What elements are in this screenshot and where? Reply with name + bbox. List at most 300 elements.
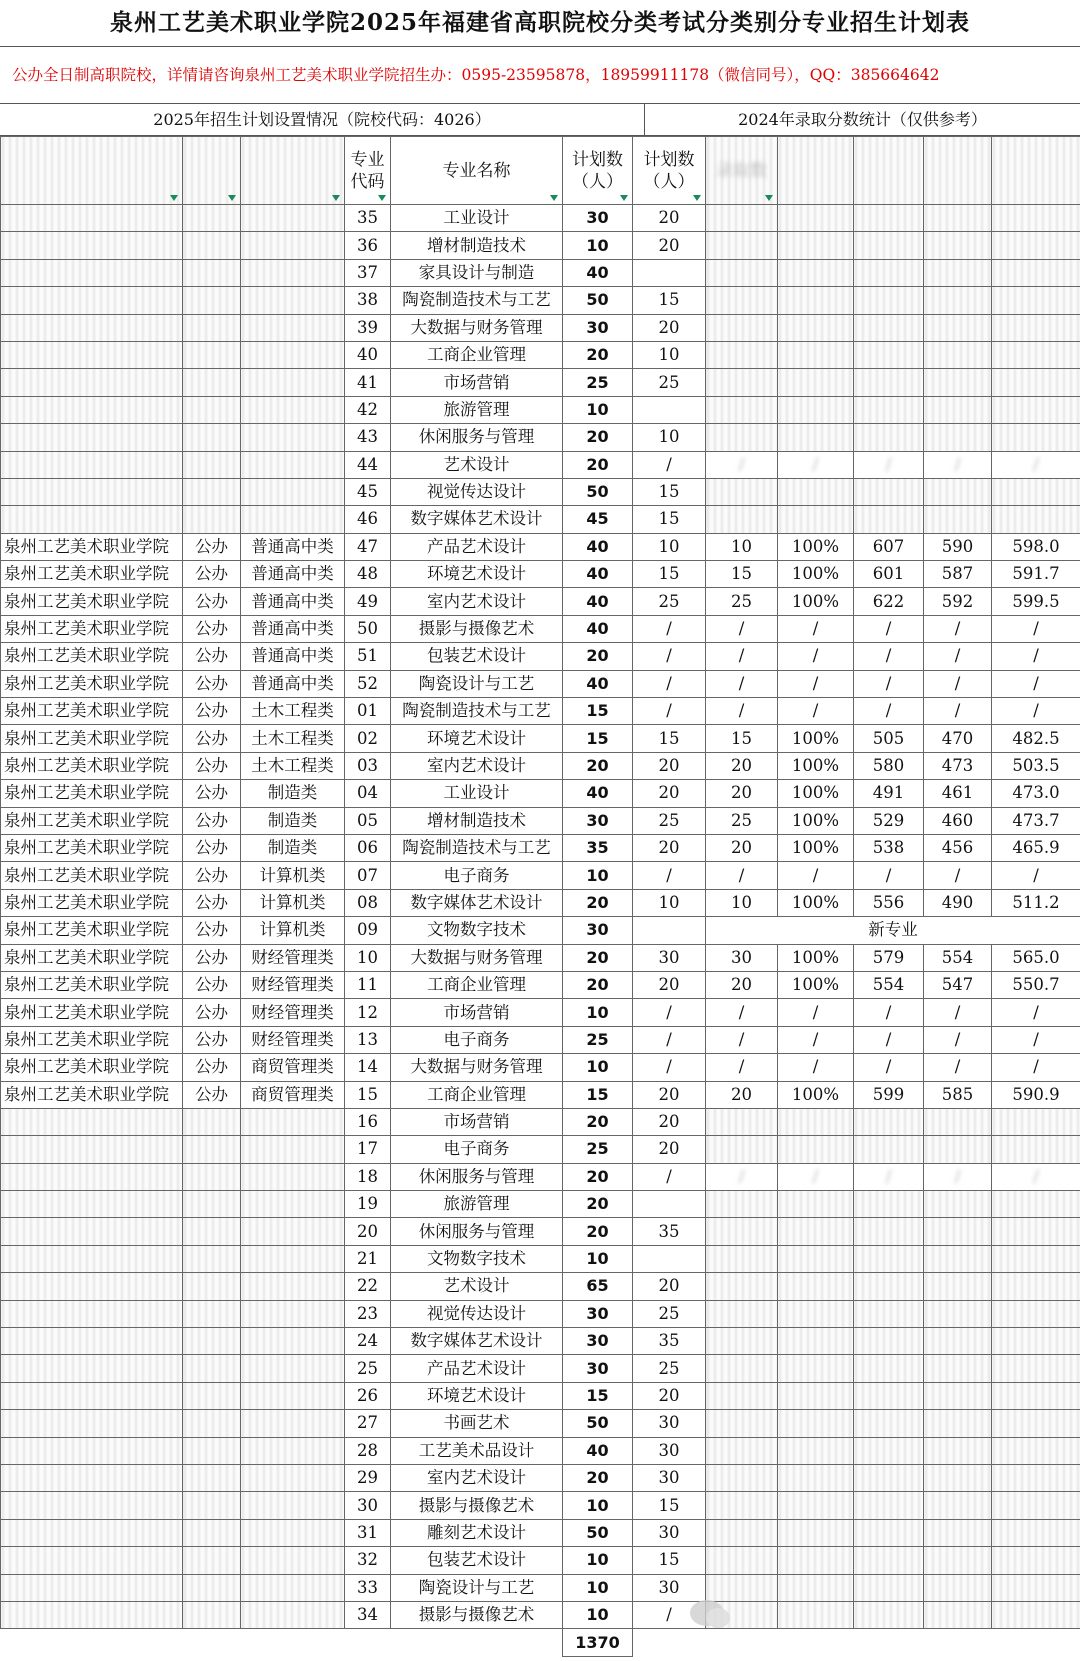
- plan-cell[interactable]: 45: [563, 506, 633, 533]
- plan-cell[interactable]: 10: [563, 999, 633, 1026]
- major-name-cell[interactable]: 环境艺术设计: [391, 725, 563, 752]
- plan-cell[interactable]: 40: [563, 780, 633, 807]
- max-score-cell[interactable]: 622: [854, 588, 924, 615]
- admitted-cell[interactable]: 20: [706, 780, 778, 807]
- max-score-cell[interactable]: /: [854, 670, 924, 697]
- avg-score-cell[interactable]: 473.0: [992, 780, 1080, 807]
- type-cell[interactable]: [183, 1547, 241, 1574]
- code-cell[interactable]: 30: [345, 1492, 391, 1519]
- school-cell[interactable]: [1, 1574, 183, 1601]
- max-score-cell[interactable]: 599: [854, 1081, 924, 1108]
- major-name-cell[interactable]: 市场营销: [391, 369, 563, 396]
- code-cell[interactable]: 42: [345, 396, 391, 423]
- type-cell[interactable]: [183, 1273, 241, 1300]
- filter-arrow-icon[interactable]: [693, 195, 701, 201]
- plan-2024-cell[interactable]: /: [633, 1163, 706, 1190]
- avg-score-cell[interactable]: /: [992, 1054, 1080, 1081]
- school-cell[interactable]: 泉州工艺美术职业学院: [1, 944, 183, 971]
- min-score-cell[interactable]: /: [924, 670, 992, 697]
- rate-cell[interactable]: 100%: [778, 561, 854, 588]
- type-cell[interactable]: 公办: [183, 615, 241, 642]
- type-cell[interactable]: [183, 396, 241, 423]
- max-score-cell[interactable]: /: [854, 862, 924, 889]
- major-name-cell[interactable]: 电子商务: [391, 862, 563, 889]
- filter-arrow-icon[interactable]: [620, 195, 628, 201]
- category-cell[interactable]: [241, 369, 345, 396]
- plan-2024-cell[interactable]: /: [633, 999, 706, 1026]
- category-cell[interactable]: [241, 1437, 345, 1464]
- admitted-cell[interactable]: [706, 314, 778, 341]
- admitted-cell[interactable]: 25: [706, 807, 778, 834]
- admitted-cell[interactable]: [706, 396, 778, 423]
- max-score-cell[interactable]: [854, 341, 924, 368]
- plan-2024-cell[interactable]: 20: [633, 1108, 706, 1135]
- major-name-cell[interactable]: 摄影与摄像艺术: [391, 1492, 563, 1519]
- type-cell[interactable]: [183, 259, 241, 286]
- rate-cell[interactable]: [778, 1245, 854, 1272]
- school-cell[interactable]: [1, 424, 183, 451]
- plan-cell[interactable]: 25: [563, 1026, 633, 1053]
- min-score-cell[interactable]: 592: [924, 588, 992, 615]
- code-cell[interactable]: 41: [345, 369, 391, 396]
- category-cell[interactable]: [241, 451, 345, 478]
- school-cell[interactable]: [1, 1108, 183, 1135]
- code-cell[interactable]: 14: [345, 1054, 391, 1081]
- rate-cell[interactable]: 100%: [778, 752, 854, 779]
- rate-cell[interactable]: 100%: [778, 725, 854, 752]
- type-cell[interactable]: 公办: [183, 643, 241, 670]
- school-cell[interactable]: 泉州工艺美术职业学院: [1, 643, 183, 670]
- category-cell[interactable]: 土木工程类: [241, 752, 345, 779]
- category-cell[interactable]: 土木工程类: [241, 698, 345, 725]
- plan-cell[interactable]: 10: [563, 862, 633, 889]
- avg-score-cell[interactable]: /: [992, 670, 1080, 697]
- type-cell[interactable]: [183, 1519, 241, 1546]
- plan-cell[interactable]: 25: [563, 369, 633, 396]
- school-cell[interactable]: [1, 341, 183, 368]
- type-cell[interactable]: 公办: [183, 780, 241, 807]
- type-cell[interactable]: [183, 1108, 241, 1135]
- code-cell[interactable]: 08: [345, 889, 391, 916]
- category-cell[interactable]: [241, 341, 345, 368]
- admitted-cell[interactable]: [706, 506, 778, 533]
- admitted-cell[interactable]: 15: [706, 561, 778, 588]
- max-score-cell[interactable]: [854, 1492, 924, 1519]
- plan-cell[interactable]: 40: [563, 670, 633, 697]
- header-rate[interactable]: [778, 137, 854, 205]
- avg-score-cell[interactable]: [992, 1464, 1080, 1491]
- category-cell[interactable]: [241, 1328, 345, 1355]
- admitted-cell[interactable]: [706, 259, 778, 286]
- type-cell[interactable]: [183, 1328, 241, 1355]
- rate-cell[interactable]: [778, 396, 854, 423]
- category-cell[interactable]: 计算机类: [241, 862, 345, 889]
- admitted-cell[interactable]: [706, 1410, 778, 1437]
- plan-2024-cell[interactable]: 20: [633, 314, 706, 341]
- type-cell[interactable]: [183, 1492, 241, 1519]
- avg-score-cell[interactable]: [992, 396, 1080, 423]
- code-cell[interactable]: 26: [345, 1382, 391, 1409]
- avg-score-cell[interactable]: [992, 1328, 1080, 1355]
- school-cell[interactable]: 泉州工艺美术职业学院: [1, 834, 183, 861]
- avg-score-cell[interactable]: [992, 478, 1080, 505]
- max-score-cell[interactable]: 601: [854, 561, 924, 588]
- major-name-cell[interactable]: 室内艺术设计: [391, 1464, 563, 1491]
- code-cell[interactable]: 35: [345, 205, 391, 232]
- plan-cell[interactable]: 15: [563, 1382, 633, 1409]
- major-name-cell[interactable]: 艺术设计: [391, 1273, 563, 1300]
- rate-cell[interactable]: /: [778, 643, 854, 670]
- code-cell[interactable]: 32: [345, 1547, 391, 1574]
- type-cell[interactable]: [183, 1355, 241, 1382]
- code-cell[interactable]: 01: [345, 698, 391, 725]
- plan-2024-cell[interactable]: 25: [633, 807, 706, 834]
- plan-cell[interactable]: 20: [563, 752, 633, 779]
- code-cell[interactable]: 15: [345, 1081, 391, 1108]
- category-cell[interactable]: [241, 1355, 345, 1382]
- major-name-cell[interactable]: 电子商务: [391, 1136, 563, 1163]
- school-cell[interactable]: [1, 1163, 183, 1190]
- type-cell[interactable]: [183, 341, 241, 368]
- plan-2024-cell[interactable]: 20: [633, 232, 706, 259]
- plan-2024-cell[interactable]: /: [633, 1026, 706, 1053]
- plan-cell[interactable]: 20: [563, 1218, 633, 1245]
- avg-score-cell[interactable]: [992, 1355, 1080, 1382]
- plan-2024-cell[interactable]: 10: [633, 424, 706, 451]
- type-cell[interactable]: 公办: [183, 1081, 241, 1108]
- school-cell[interactable]: [1, 1191, 183, 1218]
- rate-cell[interactable]: [778, 1108, 854, 1135]
- avg-score-cell[interactable]: [992, 1519, 1080, 1546]
- header-school[interactable]: [1, 137, 183, 205]
- rate-cell[interactable]: [778, 1355, 854, 1382]
- major-name-cell[interactable]: 大数据与财务管理: [391, 1054, 563, 1081]
- school-cell[interactable]: [1, 1601, 183, 1628]
- admitted-cell[interactable]: [706, 341, 778, 368]
- code-cell[interactable]: 51: [345, 643, 391, 670]
- major-name-cell[interactable]: 工业设计: [391, 205, 563, 232]
- major-name-cell[interactable]: 数字媒体艺术设计: [391, 1328, 563, 1355]
- type-cell[interactable]: [183, 1382, 241, 1409]
- major-name-cell[interactable]: 增材制造技术: [391, 807, 563, 834]
- category-cell[interactable]: 普通高中类: [241, 670, 345, 697]
- rate-cell[interactable]: 100%: [778, 944, 854, 971]
- admitted-cell[interactable]: 30: [706, 944, 778, 971]
- plan-2024-cell[interactable]: /: [633, 451, 706, 478]
- code-cell[interactable]: 09: [345, 917, 391, 944]
- code-cell[interactable]: 19: [345, 1191, 391, 1218]
- max-score-cell[interactable]: [854, 1464, 924, 1491]
- rate-cell[interactable]: [778, 259, 854, 286]
- min-score-cell[interactable]: [924, 1245, 992, 1272]
- plan-2024-cell[interactable]: /: [633, 670, 706, 697]
- filter-arrow-icon[interactable]: [378, 195, 386, 201]
- admitted-cell[interactable]: [706, 1574, 778, 1601]
- code-cell[interactable]: 27: [345, 1410, 391, 1437]
- max-score-cell[interactable]: /: [854, 1026, 924, 1053]
- type-cell[interactable]: 公办: [183, 862, 241, 889]
- min-score-cell[interactable]: [924, 1136, 992, 1163]
- type-cell[interactable]: 公办: [183, 999, 241, 1026]
- category-cell[interactable]: 普通高中类: [241, 533, 345, 560]
- rate-cell[interactable]: 100%: [778, 588, 854, 615]
- code-cell[interactable]: 11: [345, 971, 391, 998]
- plan-cell[interactable]: 20: [563, 341, 633, 368]
- school-cell[interactable]: [1, 205, 183, 232]
- category-cell[interactable]: [241, 232, 345, 259]
- min-score-cell[interactable]: [924, 1519, 992, 1546]
- max-score-cell[interactable]: [854, 1300, 924, 1327]
- major-name-cell[interactable]: 家具设计与制造: [391, 259, 563, 286]
- min-score-cell[interactable]: [924, 1273, 992, 1300]
- admitted-cell[interactable]: 20: [706, 971, 778, 998]
- plan-cell[interactable]: 10: [563, 1492, 633, 1519]
- header-plan[interactable]: 计划数（人）: [563, 137, 633, 205]
- rate-cell[interactable]: [778, 1136, 854, 1163]
- major-name-cell[interactable]: 室内艺术设计: [391, 752, 563, 779]
- school-cell[interactable]: [1, 1328, 183, 1355]
- major-name-cell[interactable]: 工艺美术品设计: [391, 1437, 563, 1464]
- type-cell[interactable]: 公办: [183, 533, 241, 560]
- avg-score-cell[interactable]: [992, 341, 1080, 368]
- school-cell[interactable]: [1, 1519, 183, 1546]
- type-cell[interactable]: [183, 314, 241, 341]
- rate-cell[interactable]: /: [778, 670, 854, 697]
- plan-cell[interactable]: 25: [563, 1136, 633, 1163]
- plan-cell[interactable]: 10: [563, 1601, 633, 1628]
- plan-2024-cell[interactable]: 15: [633, 506, 706, 533]
- rate-cell[interactable]: [778, 1382, 854, 1409]
- school-cell[interactable]: [1, 451, 183, 478]
- category-cell[interactable]: [241, 1519, 345, 1546]
- major-name-cell[interactable]: 工商企业管理: [391, 1081, 563, 1108]
- plan-2024-cell[interactable]: [633, 1245, 706, 1272]
- max-score-cell[interactable]: [854, 287, 924, 314]
- plan-cell[interactable]: 35: [563, 834, 633, 861]
- admitted-cell[interactable]: /: [706, 615, 778, 642]
- rate-cell[interactable]: [778, 232, 854, 259]
- type-cell[interactable]: 公办: [183, 971, 241, 998]
- code-cell[interactable]: 22: [345, 1273, 391, 1300]
- plan-2024-cell[interactable]: 20: [633, 1136, 706, 1163]
- category-cell[interactable]: 普通高中类: [241, 643, 345, 670]
- max-score-cell[interactable]: [854, 232, 924, 259]
- max-score-cell[interactable]: 529: [854, 807, 924, 834]
- school-cell[interactable]: 泉州工艺美术职业学院: [1, 999, 183, 1026]
- major-name-cell[interactable]: 文物数字技术: [391, 1245, 563, 1272]
- plan-2024-cell[interactable]: 20: [633, 1273, 706, 1300]
- category-cell[interactable]: [241, 205, 345, 232]
- type-cell[interactable]: 公办: [183, 807, 241, 834]
- max-score-cell[interactable]: [854, 478, 924, 505]
- category-cell[interactable]: [241, 1218, 345, 1245]
- plan-2024-cell[interactable]: /: [633, 862, 706, 889]
- filter-arrow-icon[interactable]: [170, 195, 178, 201]
- school-cell[interactable]: 泉州工艺美术职业学院: [1, 807, 183, 834]
- plan-2024-cell[interactable]: 30: [633, 1410, 706, 1437]
- code-cell[interactable]: 06: [345, 834, 391, 861]
- plan-cell[interactable]: 20: [563, 451, 633, 478]
- min-score-cell[interactable]: /: [924, 1026, 992, 1053]
- min-score-cell[interactable]: 460: [924, 807, 992, 834]
- code-cell[interactable]: 38: [345, 287, 391, 314]
- rate-cell[interactable]: [778, 1547, 854, 1574]
- school-cell[interactable]: 泉州工艺美术职业学院: [1, 615, 183, 642]
- plan-cell[interactable]: 15: [563, 698, 633, 725]
- max-score-cell[interactable]: [854, 1355, 924, 1382]
- category-cell[interactable]: 财经管理类: [241, 971, 345, 998]
- plan-cell[interactable]: 20: [563, 944, 633, 971]
- major-name-cell[interactable]: 产品艺术设计: [391, 533, 563, 560]
- plan-cell[interactable]: 10: [563, 396, 633, 423]
- code-cell[interactable]: 21: [345, 1245, 391, 1272]
- code-cell[interactable]: 40: [345, 341, 391, 368]
- plan-2024-cell[interactable]: 30: [633, 1574, 706, 1601]
- major-name-cell[interactable]: 产品艺术设计: [391, 1355, 563, 1382]
- code-cell[interactable]: 39: [345, 314, 391, 341]
- plan-cell[interactable]: 20: [563, 1464, 633, 1491]
- type-cell[interactable]: 公办: [183, 944, 241, 971]
- rate-cell[interactable]: [778, 341, 854, 368]
- rate-cell[interactable]: 100%: [778, 889, 854, 916]
- plan-cell[interactable]: 20: [563, 971, 633, 998]
- plan-2024-cell[interactable]: 15: [633, 1547, 706, 1574]
- avg-score-cell[interactable]: [992, 259, 1080, 286]
- avg-score-cell[interactable]: 482.5: [992, 725, 1080, 752]
- plan-cell[interactable]: 30: [563, 1328, 633, 1355]
- plan-cell[interactable]: 40: [563, 615, 633, 642]
- max-score-cell[interactable]: [854, 1410, 924, 1437]
- school-cell[interactable]: [1, 287, 183, 314]
- min-score-cell[interactable]: /: [924, 862, 992, 889]
- school-cell[interactable]: [1, 1492, 183, 1519]
- type-cell[interactable]: [183, 1245, 241, 1272]
- plan-cell[interactable]: 30: [563, 314, 633, 341]
- type-cell[interactable]: [183, 506, 241, 533]
- school-cell[interactable]: [1, 314, 183, 341]
- max-score-cell[interactable]: 607: [854, 533, 924, 560]
- admitted-cell[interactable]: [706, 1492, 778, 1519]
- avg-score-cell[interactable]: [992, 506, 1080, 533]
- school-cell[interactable]: 泉州工艺美术职业学院: [1, 862, 183, 889]
- plan-cell[interactable]: 40: [563, 588, 633, 615]
- avg-score-cell[interactable]: [992, 1136, 1080, 1163]
- min-score-cell[interactable]: 473: [924, 752, 992, 779]
- code-cell[interactable]: 36: [345, 232, 391, 259]
- avg-score-cell[interactable]: /: [992, 1163, 1080, 1190]
- avg-score-cell[interactable]: [992, 1437, 1080, 1464]
- avg-score-cell[interactable]: 590.9: [992, 1081, 1080, 1108]
- avg-score-cell[interactable]: [992, 1547, 1080, 1574]
- avg-score-cell[interactable]: /: [992, 451, 1080, 478]
- avg-score-cell[interactable]: /: [992, 698, 1080, 725]
- rate-cell[interactable]: [778, 1601, 854, 1628]
- max-score-cell[interactable]: [854, 259, 924, 286]
- header-min[interactable]: [924, 137, 992, 205]
- header-max[interactable]: [854, 137, 924, 205]
- min-score-cell[interactable]: 554: [924, 944, 992, 971]
- avg-score-cell[interactable]: [992, 1273, 1080, 1300]
- school-cell[interactable]: 泉州工艺美术职业学院: [1, 752, 183, 779]
- plan-2024-cell[interactable]: 25: [633, 588, 706, 615]
- min-score-cell[interactable]: [924, 1108, 992, 1135]
- major-name-cell[interactable]: 市场营销: [391, 1108, 563, 1135]
- category-cell[interactable]: [241, 1492, 345, 1519]
- avg-score-cell[interactable]: [992, 1191, 1080, 1218]
- school-cell[interactable]: 泉州工艺美术职业学院: [1, 698, 183, 725]
- plan-cell[interactable]: 50: [563, 287, 633, 314]
- major-name-cell[interactable]: 陶瓷制造技术与工艺: [391, 287, 563, 314]
- avg-score-cell[interactable]: [992, 1492, 1080, 1519]
- max-score-cell[interactable]: 538: [854, 834, 924, 861]
- type-cell[interactable]: 公办: [183, 698, 241, 725]
- admitted-cell[interactable]: [706, 1245, 778, 1272]
- header-plan-2024[interactable]: 计划数（人）: [633, 137, 706, 205]
- min-score-cell[interactable]: [924, 1437, 992, 1464]
- rate-cell[interactable]: /: [778, 1054, 854, 1081]
- rate-cell[interactable]: [778, 478, 854, 505]
- header-admitted[interactable]: 录取数: [706, 137, 778, 205]
- category-cell[interactable]: [241, 1601, 345, 1628]
- school-cell[interactable]: 泉州工艺美术职业学院: [1, 1054, 183, 1081]
- rate-cell[interactable]: [778, 1218, 854, 1245]
- avg-score-cell[interactable]: [992, 1245, 1080, 1272]
- major-name-cell[interactable]: 电子商务: [391, 1026, 563, 1053]
- admitted-cell[interactable]: /: [706, 862, 778, 889]
- code-cell[interactable]: 04: [345, 780, 391, 807]
- category-cell[interactable]: 土木工程类: [241, 725, 345, 752]
- rate-cell[interactable]: [778, 314, 854, 341]
- plan-2024-cell[interactable]: 30: [633, 1519, 706, 1546]
- category-cell[interactable]: [241, 259, 345, 286]
- major-name-cell[interactable]: 艺术设计: [391, 451, 563, 478]
- admitted-cell[interactable]: [706, 1300, 778, 1327]
- school-cell[interactable]: [1, 1300, 183, 1327]
- major-name-cell[interactable]: 增材制造技术: [391, 232, 563, 259]
- plan-cell[interactable]: 40: [563, 259, 633, 286]
- min-score-cell[interactable]: /: [924, 1054, 992, 1081]
- admitted-cell[interactable]: [706, 232, 778, 259]
- category-cell[interactable]: 财经管理类: [241, 944, 345, 971]
- avg-score-cell[interactable]: /: [992, 999, 1080, 1026]
- code-cell[interactable]: 47: [345, 533, 391, 560]
- admitted-cell[interactable]: 20: [706, 752, 778, 779]
- avg-score-cell[interactable]: [992, 1574, 1080, 1601]
- major-name-cell[interactable]: 数字媒体艺术设计: [391, 506, 563, 533]
- plan-cell[interactable]: 10: [563, 1054, 633, 1081]
- max-score-cell[interactable]: [854, 424, 924, 451]
- school-cell[interactable]: 泉州工艺美术职业学院: [1, 533, 183, 560]
- min-score-cell[interactable]: [924, 424, 992, 451]
- min-score-cell[interactable]: [924, 1328, 992, 1355]
- type-cell[interactable]: 公办: [183, 752, 241, 779]
- max-score-cell[interactable]: [854, 1108, 924, 1135]
- admitted-cell[interactable]: [706, 369, 778, 396]
- plan-cell[interactable]: 10: [563, 1574, 633, 1601]
- admitted-cell[interactable]: 10: [706, 889, 778, 916]
- max-score-cell[interactable]: [854, 1601, 924, 1628]
- code-cell[interactable]: 07: [345, 862, 391, 889]
- major-name-cell[interactable]: 陶瓷制造技术与工艺: [391, 698, 563, 725]
- admitted-cell[interactable]: [706, 1191, 778, 1218]
- plan-cell[interactable]: 20: [563, 643, 633, 670]
- major-name-cell[interactable]: 摄影与摄像艺术: [391, 1601, 563, 1628]
- plan-2024-cell[interactable]: /: [633, 1054, 706, 1081]
- min-score-cell[interactable]: 587: [924, 561, 992, 588]
- avg-score-cell[interactable]: 565.0: [992, 944, 1080, 971]
- category-cell[interactable]: [241, 1273, 345, 1300]
- plan-2024-cell[interactable]: 30: [633, 1437, 706, 1464]
